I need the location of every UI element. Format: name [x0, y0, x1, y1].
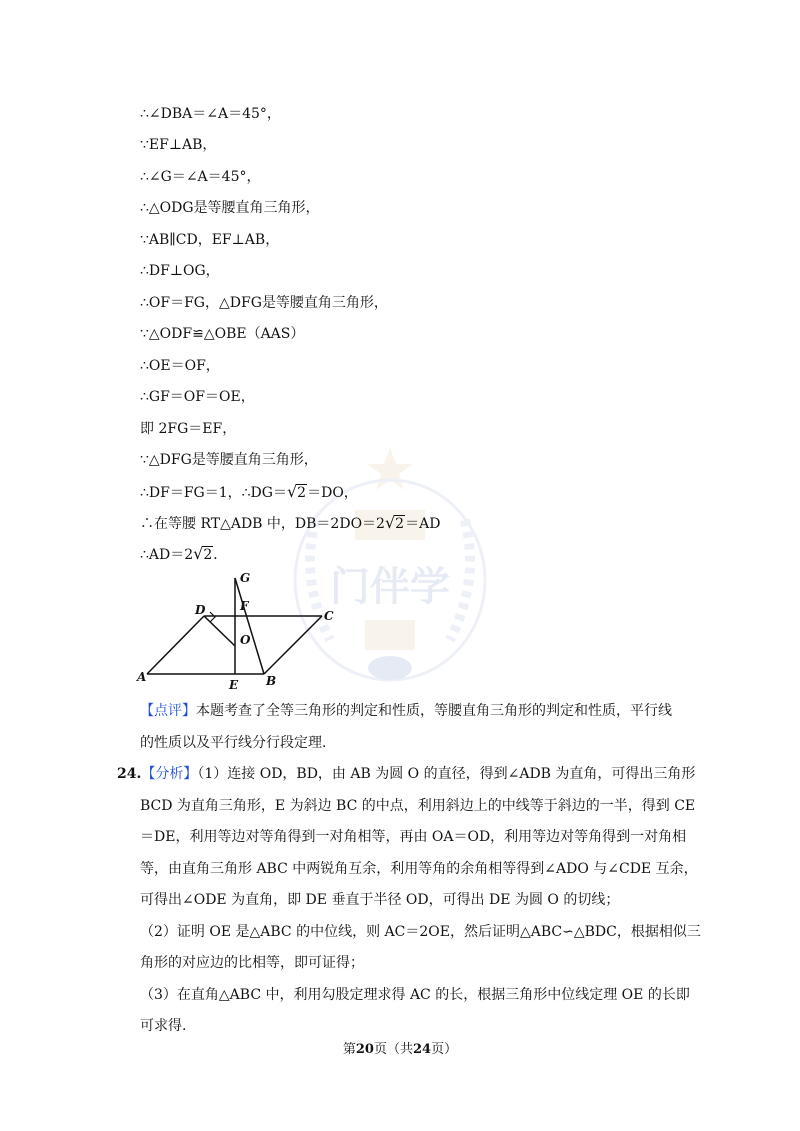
- segment-AD: [147, 616, 204, 674]
- label-D: D: [195, 603, 206, 617]
- proof-line: ∴∠DBA＝∠A＝45°，: [140, 106, 281, 122]
- proof-line: ∵△ODF≌△OBE（AAS）: [140, 326, 305, 342]
- radical-sign: √: [286, 482, 298, 501]
- page-footer: [0, 1038, 800, 1057]
- text-segment: ．: [213, 547, 228, 563]
- label-G: G: [240, 571, 251, 585]
- footer-text: 页（共: [373, 1042, 413, 1057]
- comment-line: 的性质以及平行线分行段定理.: [140, 735, 327, 751]
- right-angle-mark: [210, 612, 215, 622]
- label-B: B: [266, 674, 277, 688]
- proof-line: 即 2FG＝EF，: [140, 421, 237, 437]
- radicand: 2: [203, 547, 213, 563]
- proof-line: ∵AB∥CD，EF⊥AB，: [140, 232, 280, 248]
- segment-CB: [264, 616, 322, 674]
- comment-line: [140, 701, 672, 721]
- geometry-figure: [134, 568, 354, 693]
- label-C: C: [324, 609, 334, 623]
- comment-tag: 【点评】: [140, 703, 196, 719]
- analysis-tag: 【分析】: [141, 766, 198, 782]
- footer-text: 页）: [431, 1042, 458, 1057]
- analysis-text: （1）连接 OD，BD，由 AB 为圆 O 的直径，得到∠ADB 为直角，可得出三角形: [197, 766, 696, 782]
- watermark-text: 门伴学: [330, 564, 450, 610]
- segment-DO: [204, 616, 235, 646]
- page-number: 20: [355, 1042, 374, 1057]
- analysis-line: ＝DE，利用等边对等角得到一对角相等，再由 OA＝OD，利用等边对等角得到一对角相: [140, 829, 687, 845]
- comment-text: 本题考查了全等三角形的判定和性质，等腰直角三角形的判定和性质，平行线: [196, 703, 672, 719]
- analysis-line: 可求得.: [140, 1018, 187, 1034]
- proof-line: ∴OF＝FG，△DFG是等腰直角三角形，: [140, 295, 388, 311]
- radicand: 2: [395, 516, 405, 532]
- segment-GB: [235, 578, 264, 674]
- text-segment: ∴DF＝FG＝1，∴DG＝: [140, 485, 287, 501]
- text-segment: ＝AD: [405, 516, 441, 532]
- label-F: F: [240, 599, 249, 613]
- analysis-line: （3）在直角△ABC 中，利用勾股定理求得 AC 的长，根据三角形中位线定理 OE 的长即: [140, 987, 690, 1003]
- proof-line: ∴△ODG是等腰直角三角形，: [140, 200, 320, 216]
- radicand: 2: [297, 485, 307, 501]
- analysis-line: （2）证明 OE 是△ABC 的中位线，则 AC＝2OE，然后证明△ABC∽△BDC，根据相似三: [140, 924, 701, 940]
- analysis-line: 角形的对应边的比相等，即可证得；: [140, 955, 364, 971]
- analysis-line: 可得出∠ODE 为直角，即 DE 垂直于半径 OD，可得出 DE 为圆 O 的切线；: [140, 892, 620, 908]
- text-segment: ∴AD＝2: [140, 547, 194, 563]
- analysis-line: 等，由直角三角形 ABC 中两锐角互余，利用等角的余角相等得到∠ADO 与∠CDE 互余，: [140, 861, 698, 877]
- text-segment: ＝DO，: [307, 485, 358, 501]
- proof-line: ∵EF⊥AB，: [140, 137, 217, 153]
- radical-sign: √: [384, 513, 396, 532]
- proof-line-sqrt: [140, 482, 358, 503]
- label-O: O: [240, 633, 251, 647]
- label-E: E: [229, 678, 239, 692]
- proof-line: ∴∠G＝∠A＝45°，: [140, 169, 261, 185]
- analysis-line: BCD 为直角三角形，E 为斜边 BC 的中点，利用斜边上的中线等于斜边的一半，得到 CE: [140, 798, 696, 814]
- proof-line-sqrt: [140, 544, 227, 565]
- label-A: A: [137, 670, 147, 684]
- proof-line: ∴OE＝OF，: [140, 358, 220, 374]
- proof-line: ∵△DFG是等腰直角三角形，: [140, 452, 318, 468]
- proof-line: ∴GF＝OF＝OE，: [140, 389, 255, 405]
- question-number: 24.: [117, 766, 142, 782]
- page-total: 24: [413, 1042, 432, 1057]
- footer-text: 第: [342, 1042, 356, 1057]
- radical-sign: √: [193, 544, 204, 563]
- text-segment: ∴在等腰 RT△ADB 中，DB＝2DO＝2: [140, 516, 385, 532]
- proof-line-sqrt: [140, 513, 440, 534]
- q24-header-line: [117, 764, 695, 784]
- proof-line: ∴DF⊥OG，: [140, 263, 220, 279]
